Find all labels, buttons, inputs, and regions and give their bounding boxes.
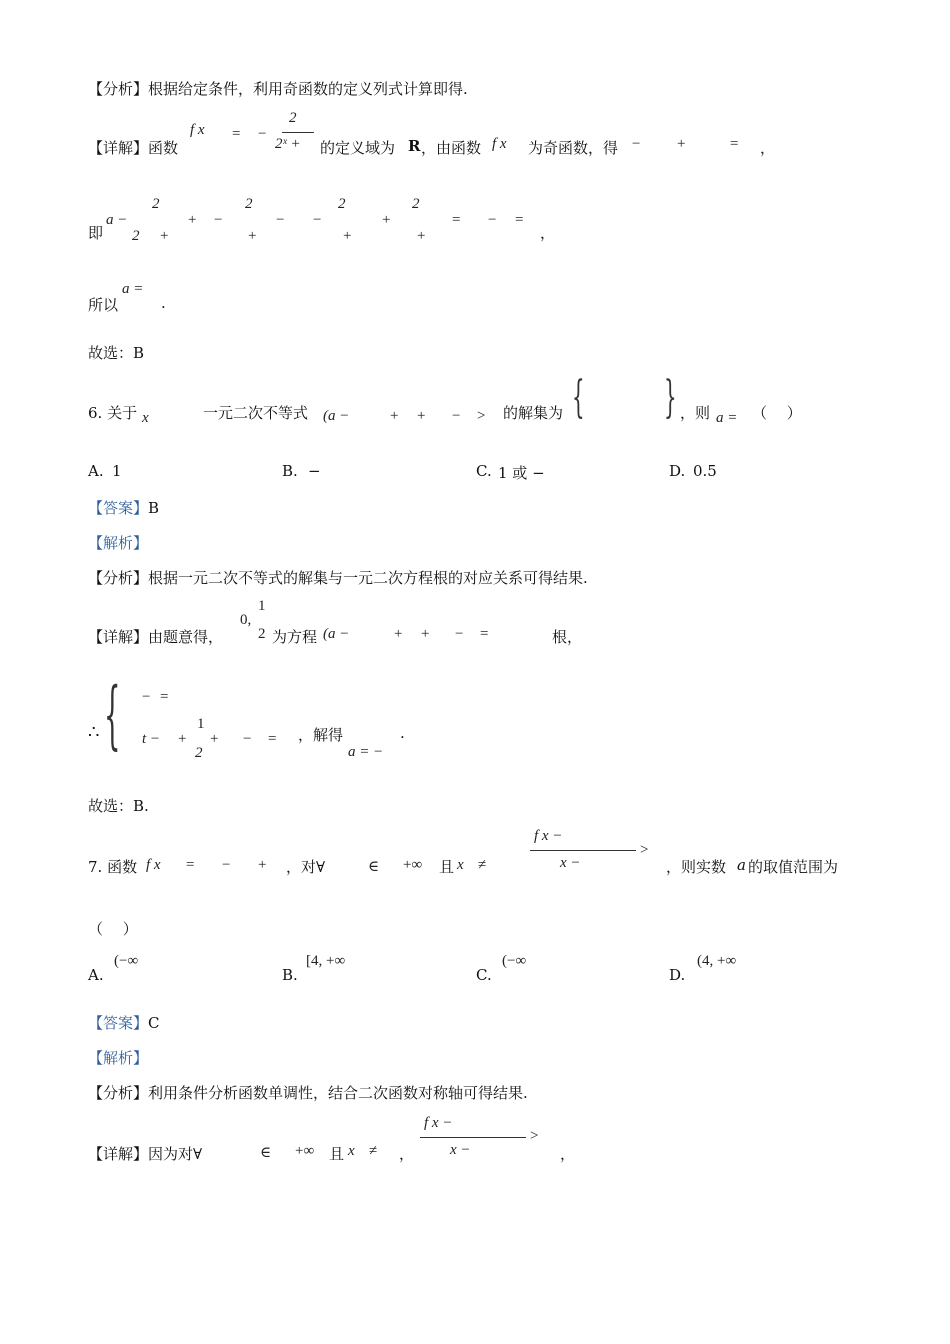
q7-gt: > [640, 842, 649, 858]
q6-detail-c: 根， [552, 628, 583, 646]
q7-minus: − [222, 857, 231, 873]
q6-stem-b: 一元二次不等式 [203, 404, 309, 422]
q6-sys1-eq: = [160, 689, 169, 705]
q6-eq-a: (a − [323, 626, 350, 642]
q6-solve: ，解得 [298, 726, 344, 744]
q7-option-d-value: (4, +∞ [697, 953, 737, 969]
q5-ji-plus2: + [188, 212, 197, 228]
q6-option-a-value: 1 [112, 462, 122, 480]
q6-choose: 故选：B. [88, 797, 149, 815]
q5-func-num: 2 [289, 110, 297, 126]
q5-detail-R: R [408, 137, 421, 155]
q5-choose: 故选：B [88, 344, 145, 362]
q6-eq-plus1: + [394, 626, 403, 642]
q5-func-fx: f x [190, 122, 205, 138]
q7-option-b-value: [4, +∞ [306, 953, 346, 969]
q6-analysis: 【分析】根据一元二次不等式的解集与一元二次方程根的对应关系可得结果. [88, 569, 588, 587]
q6-solve-end: . [400, 724, 405, 742]
q5-ji-eq2: = [515, 212, 524, 228]
q5-eq: = [730, 136, 739, 152]
q7-stem-e: 的取值范围为 [748, 858, 839, 876]
q7-eq: = [186, 857, 195, 873]
q7-answer-row [88, 1012, 160, 1033]
q5-analysis: 【分析】根据给定条件，利用奇函数的定义列式计算即得. [88, 80, 468, 98]
q7-frac-den: x − [560, 855, 581, 871]
q6-ineq-plus1: + [390, 408, 399, 424]
q6-stem-d: ，则 [680, 404, 711, 422]
q6-option-b-label: B. [282, 462, 298, 480]
q6-sys2-t: t − [142, 731, 161, 747]
q6-x: x [142, 410, 149, 426]
q7-stem-c: 且 [439, 858, 455, 876]
q7-in: ∈ [368, 859, 380, 875]
q5-fx-2: f x [492, 136, 507, 152]
q5-ji-num4: 2 [412, 196, 420, 212]
q5-detail-mid3: 为奇函数，得 [528, 139, 619, 157]
q7-stem-b: ，对∀ [286, 858, 326, 876]
q5-detail-label: 【详解】函数 [88, 139, 179, 157]
q5-ji-minus1: − [214, 212, 223, 228]
q6-sys2-minus: − [243, 731, 252, 747]
q6-answer: B [148, 499, 160, 517]
q6-sys2-plus1: + [178, 731, 187, 747]
q5-ji-plus6: + [417, 228, 426, 244]
q5-detail-mid2: ，由函数 [421, 139, 482, 157]
q6-a-eq: a = [716, 410, 738, 426]
q6-option-c-label: C. [476, 462, 492, 480]
q5-func-eq: = [232, 126, 241, 142]
q5-suoyi-a: a = [122, 281, 144, 297]
q5-f-neg: − [631, 136, 642, 152]
q7-detail-b: 且 [329, 1145, 345, 1163]
q7-detail-a: 【详解】因为对∀ [88, 1145, 203, 1163]
q5-ji-a: a − [106, 212, 128, 228]
q5-ji-num3: 2 [338, 196, 346, 212]
q5-ji-minus4: − [488, 212, 497, 228]
q7-paren: （ ） [88, 920, 138, 938]
q5-frac-bar [282, 132, 314, 133]
q6-option-d-label: D. [669, 462, 686, 480]
q7-option-a-label: A. [88, 966, 104, 984]
q6-eq-minus: − [455, 626, 464, 642]
q5-ji-den1: 2 [132, 228, 140, 244]
q6-system-brace: { [104, 672, 121, 758]
q6-root-num: 1 [258, 598, 266, 614]
q5-func-minus: − [258, 126, 267, 142]
q6-stem-c: 的解集为 [503, 404, 564, 422]
q7-answer: C [148, 1014, 160, 1032]
q6-sys2-num: 1 [197, 716, 205, 732]
q7-var-a: a [737, 856, 746, 874]
q7-detail-c: ， [399, 1145, 415, 1163]
q6-sys1-minus: − [142, 689, 151, 705]
q5-ji-num2: 2 [245, 196, 253, 212]
q6-eq-plus2: + [421, 626, 430, 642]
q7-option-b-label: B. [282, 966, 298, 984]
q5-ji-plus4: + [343, 228, 352, 244]
q5-suoyi-end: . [161, 294, 166, 312]
q5-ji-plus3: + [248, 228, 257, 244]
q7-inf: +∞ [403, 857, 423, 873]
q7-option-c-label: C. [476, 966, 492, 984]
q6-ineq-a: (a − [323, 408, 350, 424]
q7-jiexi: 【解析】 [88, 1049, 149, 1067]
q6-answer-tag: 【答案】 [88, 499, 149, 517]
q7-analysis: 【分析】利用条件分析函数单调性，结合二次函数对称轴可得结果. [88, 1084, 528, 1102]
q5-ji-plus5: + [382, 212, 391, 228]
q6-set-lbrace: { [572, 372, 585, 423]
q7-option-c-value: (−∞ [502, 953, 527, 969]
q6-option-b-value: − [308, 462, 321, 480]
q6-answer-row [88, 497, 159, 518]
q7-detail-gt: > [530, 1128, 539, 1144]
q6-set-rbrace: } [664, 372, 677, 423]
q7-option-a-value: (−∞ [114, 953, 139, 969]
q7-detail-frac-num: f x − [424, 1115, 453, 1131]
q7-option-d-label: D. [669, 966, 686, 984]
q7-detail-frac-den: x − [450, 1142, 471, 1158]
q6-ineq-plus2: + [417, 408, 426, 424]
q5-ji: 即 [88, 224, 104, 242]
q7-plus: + [258, 857, 267, 873]
q6-ineq-gt: > [477, 408, 486, 424]
q6-root-0: 0, [240, 612, 252, 628]
q7-detail-in: ∈ [260, 1145, 272, 1161]
q7-x1: x [457, 857, 464, 873]
q6-therefore: ∴ [88, 722, 100, 743]
q7-detail-x: x [348, 1143, 355, 1159]
q7-stem-d: ，则实数 [666, 858, 727, 876]
q5-detail-end: ， [760, 139, 776, 157]
q7-detail-neq: ≠ [369, 1143, 378, 1159]
q6-option-c-value: 1 或 − [498, 464, 545, 482]
q7-frac-bar [530, 850, 636, 851]
q7-detail-end: ， [560, 1145, 576, 1163]
q6-option-d-value: 0.5 [693, 462, 717, 480]
q7-detail-frac-bar [420, 1137, 526, 1138]
q6-sys2-eq: = [268, 731, 277, 747]
q5-ji-eq1: = [452, 212, 461, 228]
q7-fx: f x [146, 857, 161, 873]
q5-ji-num1: 2 [152, 196, 160, 212]
q5-plus: + [677, 136, 686, 152]
q6-option-a-label: A. [88, 462, 104, 480]
q6-ineq-minus: − [452, 408, 461, 424]
q7-detail-inf: +∞ [295, 1143, 315, 1159]
q6-detail-b: 为方程 [272, 628, 318, 646]
q7-answer-tag: 【答案】 [88, 1014, 149, 1032]
q6-root-den: 2 [258, 626, 266, 642]
q6-stem-a: 6. 关于 [88, 404, 138, 422]
q5-ji-minus3: − [313, 212, 322, 228]
q5-suoyi: 所以 [88, 296, 119, 314]
q7-frac-num: f x − [534, 828, 563, 844]
q6-jiexi: 【解析】 [88, 534, 149, 552]
q6-detail-a: 【详解】由题意得， [88, 628, 224, 646]
q6-a-result: a = − [348, 744, 384, 760]
q5-ji-minus2: − [276, 212, 285, 228]
q6-stem-e: （ ） [752, 404, 802, 422]
q5-ji-plus1: + [160, 228, 169, 244]
q6-eq-eq: = [480, 626, 489, 642]
q6-sys2-den: 2 [195, 745, 203, 761]
q6-sys2-plus2: + [210, 731, 219, 747]
q5-detail-mid: 的定义域为 [320, 139, 396, 157]
q7-neq: ≠ [478, 857, 487, 873]
q5-func-den: 2ˣ + [275, 136, 301, 152]
q7-stem-a: 7. 函数 [88, 858, 138, 876]
q5-ji-end: ， [540, 224, 556, 242]
